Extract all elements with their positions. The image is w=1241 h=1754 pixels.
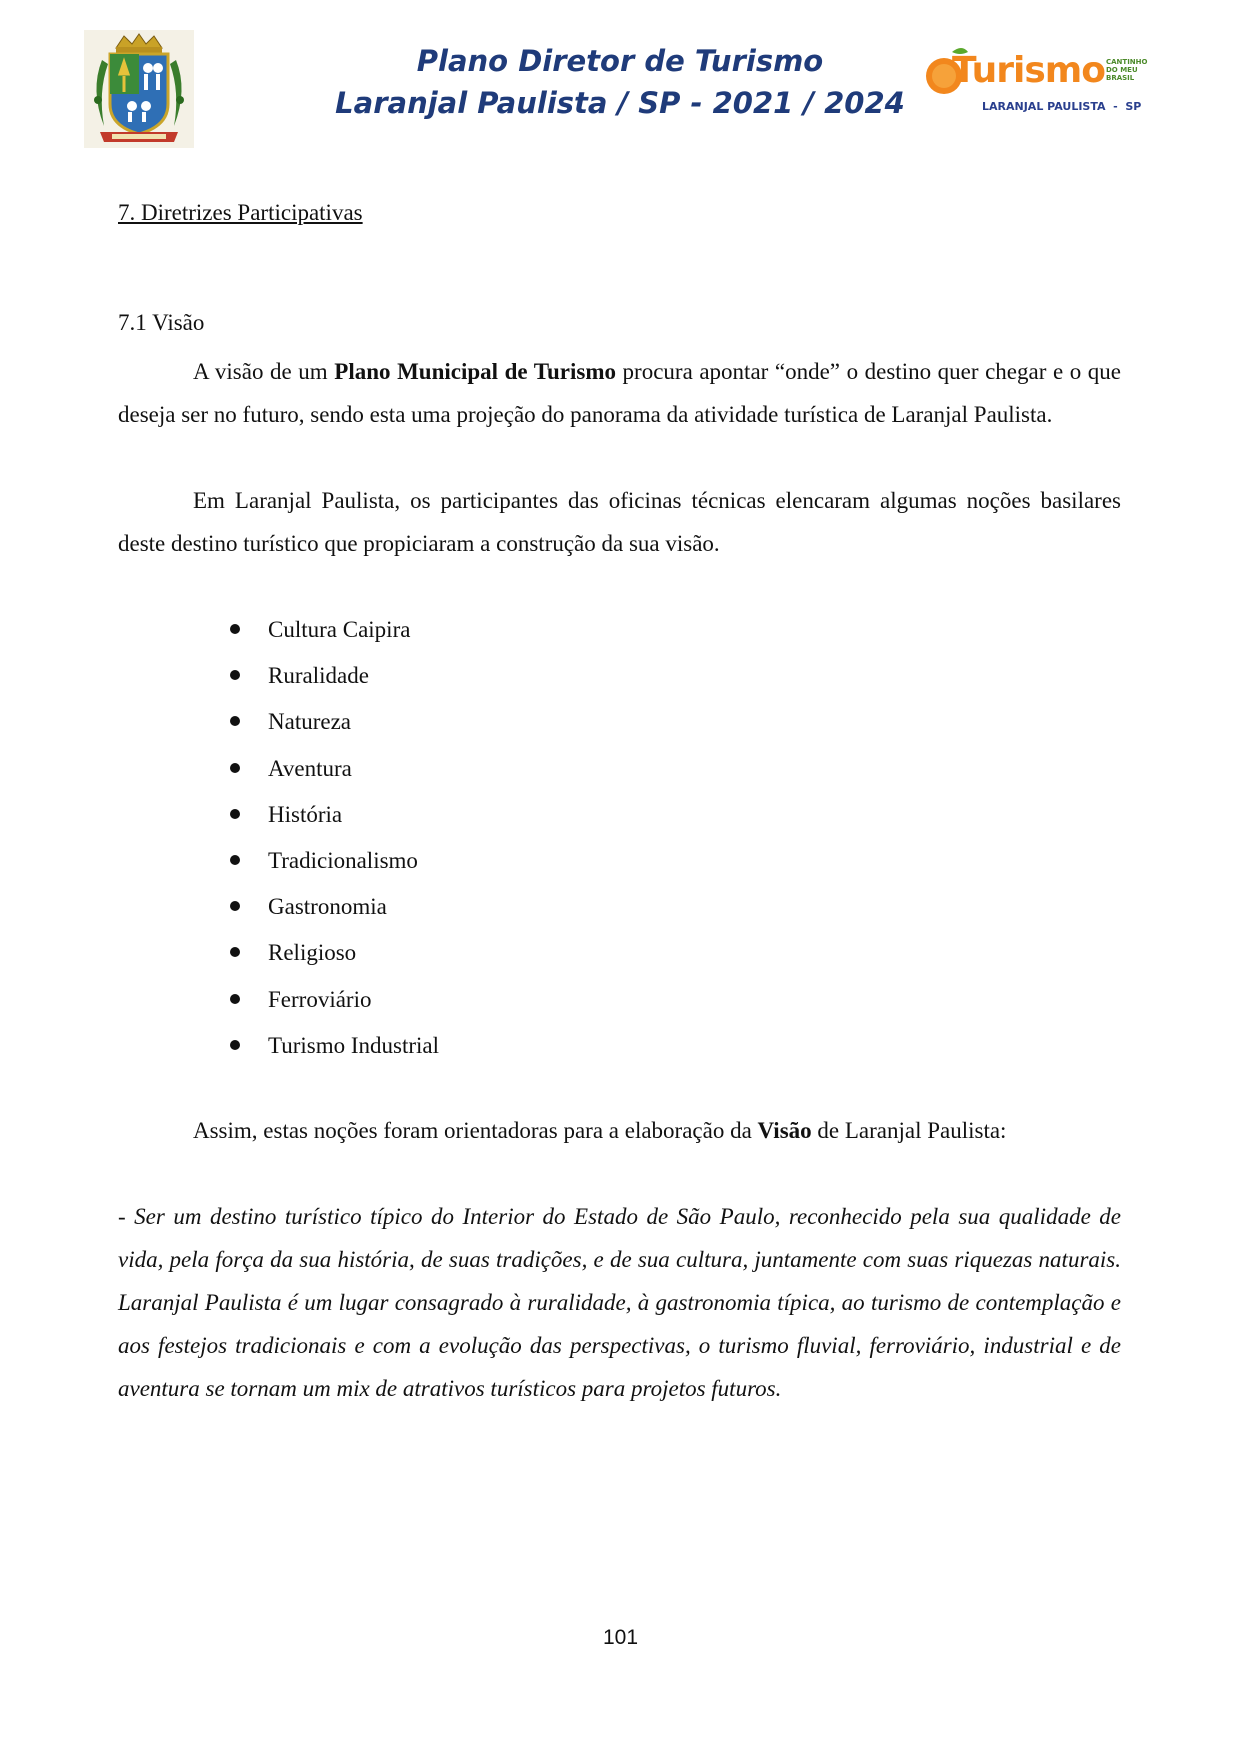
logo-tagline [1106,58,1147,82]
list-item-label: Cultura Caipira [268,617,411,642]
paragraph-3-before: Assim, estas noções foram orientadoras para a elaboração da [193,1118,758,1143]
list-item-label: História [268,801,343,827]
vision-notions-list [226,608,439,1070]
paragraph-3 [118,1109,1121,1152]
paragraph-3-after: de Laranjal Paulista: [811,1118,1007,1143]
bullet-icon [230,809,240,819]
header-title-line-1: Plano Diretor de Turismo [416,44,824,78]
document-header-title [250,40,990,124]
paragraph-1-bold: Plano Municipal de Turismo [334,359,616,384]
vision-statement: - Ser um destino turístico típico do Interior do Estado de São Paulo, reconhecido pela sua qualidade de vida, pela força da sua história, de suas tradições, e de sua cultura, juntamente com suas riquezas naturais. Laranjal Paulista é um lugar consagrado à ruralidade, à gastronomia típica, ao turismo de contemplação e aos festejos tradicionais e com a evolução das perspectivas, o turismo fluvial, ferroviário, industrial e de aventura se tornam um mix de atrativos turísticos para projetos futuros. [118,1204,1121,1401]
header-title-line-2: Laranjal Paulista / SP - 2021 / 2024 [335,86,905,120]
paragraph-3-bold: Visão [757,1118,812,1143]
list-item-label: Tradicionalismo [268,847,418,873]
logo-tagline-line-1: CANTINHO [1106,58,1148,66]
paragraph-1-before: A visão de um [193,359,335,384]
coat-of-arms-icon [84,30,194,148]
bullet-icon [230,624,240,634]
list-item-label: Ferroviário [268,986,372,1012]
list-item [226,654,439,700]
list-item [226,608,439,654]
list-item [226,839,439,885]
bullet-icon [230,763,240,773]
list-item-label: Turismo Industrial [268,1032,440,1058]
logo-tagline-line-3: BRASIL [1106,74,1135,82]
list-item-label: Aventura [268,755,352,781]
list-item-label: Religioso [268,940,357,966]
bullet-icon [230,1040,240,1050]
bullet-icon [230,670,240,680]
logo-place: LARANJAL PAULISTA - SP [982,100,1142,113]
bullet-icon [230,855,240,865]
list-item-label: Gastronomia [268,894,387,920]
logo-word: Turismo [952,50,1105,91]
list-item-label: Ruralidade [268,663,369,689]
list-item [226,1024,439,1070]
list-item [226,931,439,977]
turismo-logo [922,42,1158,120]
list-item [226,978,439,1024]
list-item-label: Natureza [268,709,351,735]
section-heading: 7. Diretrizes Participativas [118,200,363,225]
paragraph-1-after: procura apontar “onde” o destino quer chegar e o que deseja ser no futuro, sendo esta uma projeção do panorama da atividade turística de Laranjal Paulista. [118,359,1121,427]
list-item [226,793,439,839]
bullet-icon [230,947,240,957]
logo-tagline-line-2: DO MEU [1106,66,1138,74]
page-number: 101 [602,1626,639,1649]
sub-heading: 7.1 Visão [118,310,205,335]
list-item [226,885,439,931]
bullet-icon [230,994,240,1004]
list-item [226,700,439,746]
bullet-icon [230,901,240,911]
paragraph-1 [118,350,1121,436]
bullet-icon [230,716,240,726]
paragraph-2: Em Laranjal Paulista, os participantes das oficinas técnicas elencaram algumas noções basilares deste destino turístico que propiciaram a construção da sua visão. [118,488,1121,556]
list-item [226,747,439,793]
